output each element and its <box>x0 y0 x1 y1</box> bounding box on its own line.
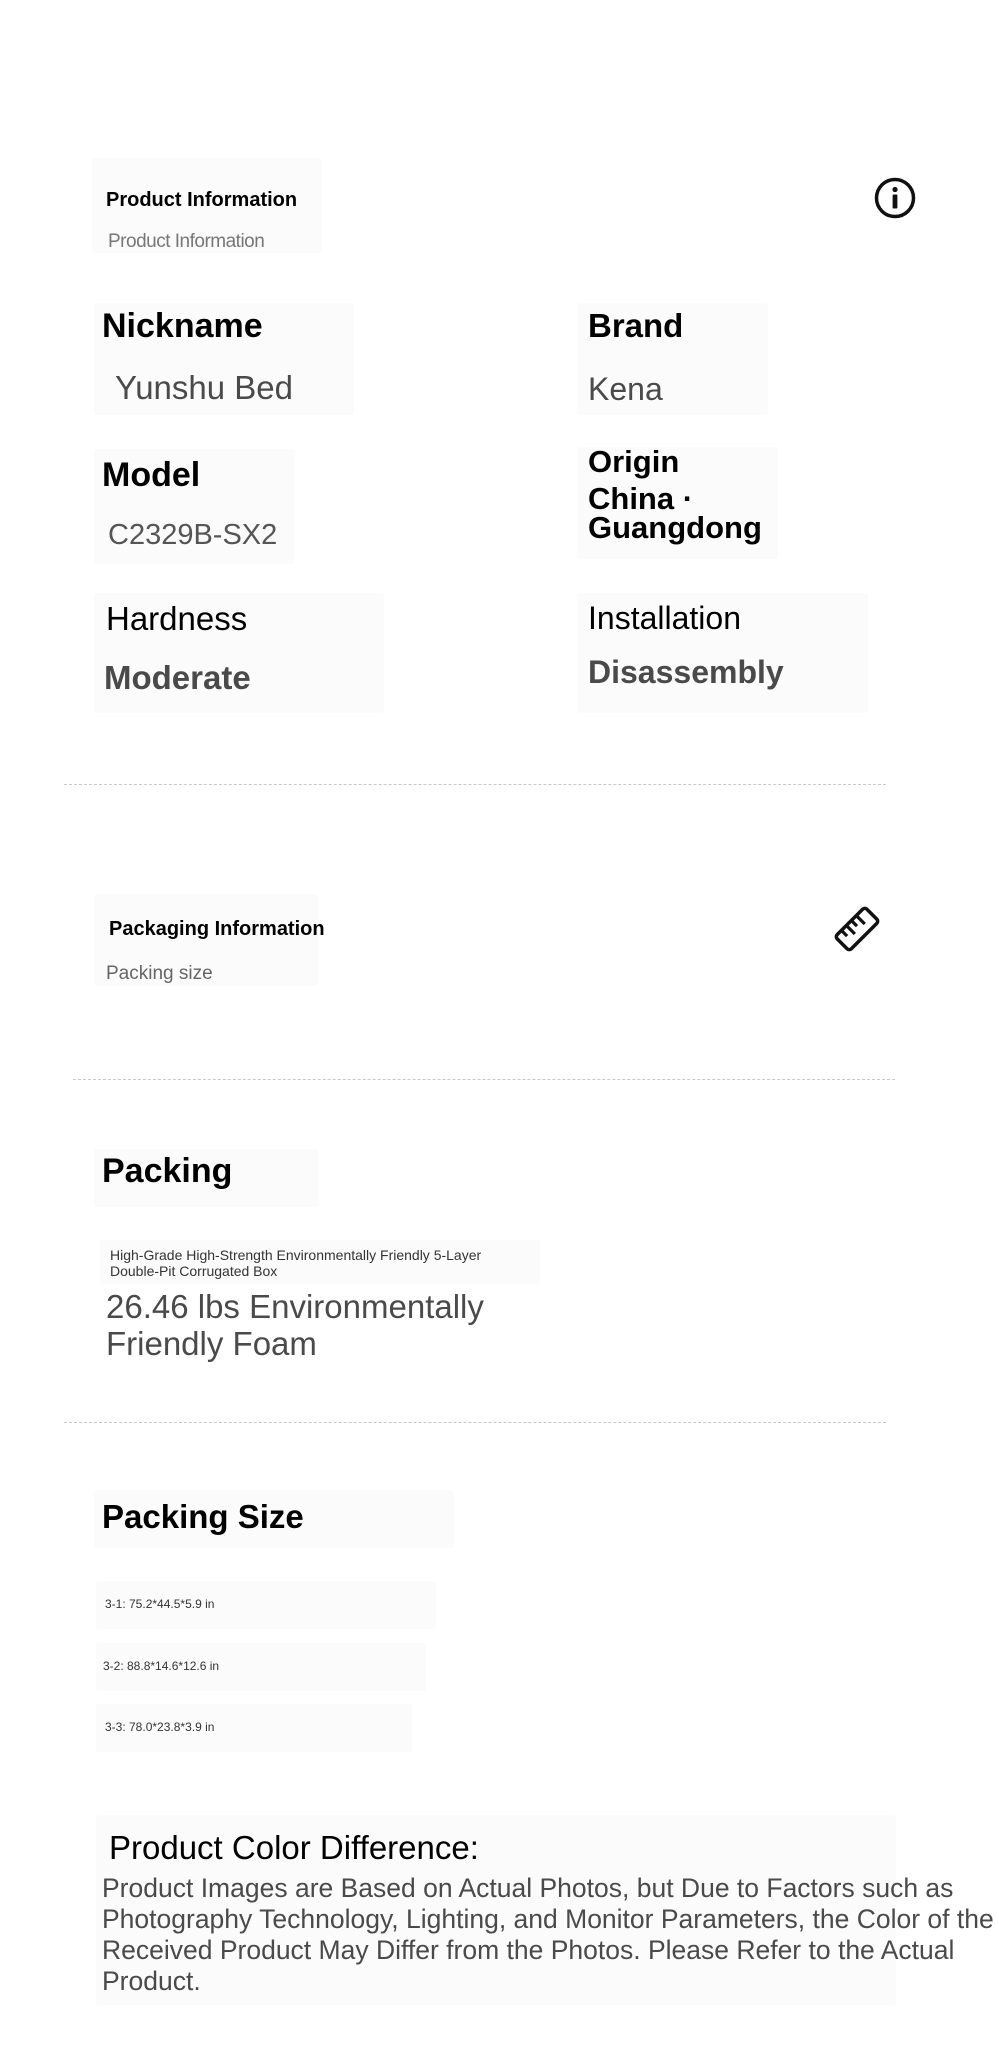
origin-value-line2: Guangdong <box>588 510 762 545</box>
packing-size-item-1: 3-1: 75.2*44.5*5.9 in <box>105 1597 215 1611</box>
hardness-label: Hardness <box>106 600 248 637</box>
installation-label: Installation <box>588 600 741 636</box>
product-info-title: Product Information <box>106 189 298 211</box>
origin-value-line1: China · <box>588 481 694 516</box>
nickname-value: Yunshu Bed <box>115 369 293 406</box>
packing-size-item-3: 3-3: 78.0*23.8*3.9 in <box>105 1720 215 1734</box>
info-circle-icon <box>874 177 916 219</box>
brand-value: Kena <box>588 371 663 407</box>
hardness-value: Moderate <box>104 659 251 696</box>
packing-box-desc: High-Grade High-Strength Environmentally Friendly 5-Layer Double-Pit Corrugated Box <box>110 1247 482 1279</box>
packaging-info-subtitle: Packing size <box>106 963 213 984</box>
installation-value: Disassembly <box>588 654 784 690</box>
packing-size-title: Packing Size <box>102 1498 304 1535</box>
brand-label: Brand <box>588 307 684 344</box>
model-label: Model <box>102 456 201 494</box>
color-diff-body: Product Images are Based on Actual Photos, but Due to Factors such as Photography Technology, Lighting, and Monitor Parameters, the Color of the Received Product May Differ from the Photos. Please Refer to the Actual Product. <box>102 1873 994 1996</box>
packing-foam-desc: 26.46 lbs Environmentally Friendly Foam <box>106 1288 484 1362</box>
model-value: C2329B-SX2 <box>108 519 278 551</box>
packing-title: Packing <box>102 1152 233 1190</box>
divider-1 <box>64 784 886 785</box>
divider-2 <box>73 1079 895 1080</box>
origin-label: Origin <box>588 444 680 479</box>
packaging-info-title: Packaging Information <box>109 918 325 940</box>
nickname-label: Nickname <box>102 307 263 345</box>
packing-size-item-2: 3-2: 88.8*14.6*12.6 in <box>103 1659 220 1673</box>
ruler-icon <box>832 904 882 954</box>
color-diff-title: Product Color Difference: <box>109 1829 479 1866</box>
product-info-subtitle: Product Information <box>108 231 265 252</box>
divider-3 <box>64 1422 886 1423</box>
